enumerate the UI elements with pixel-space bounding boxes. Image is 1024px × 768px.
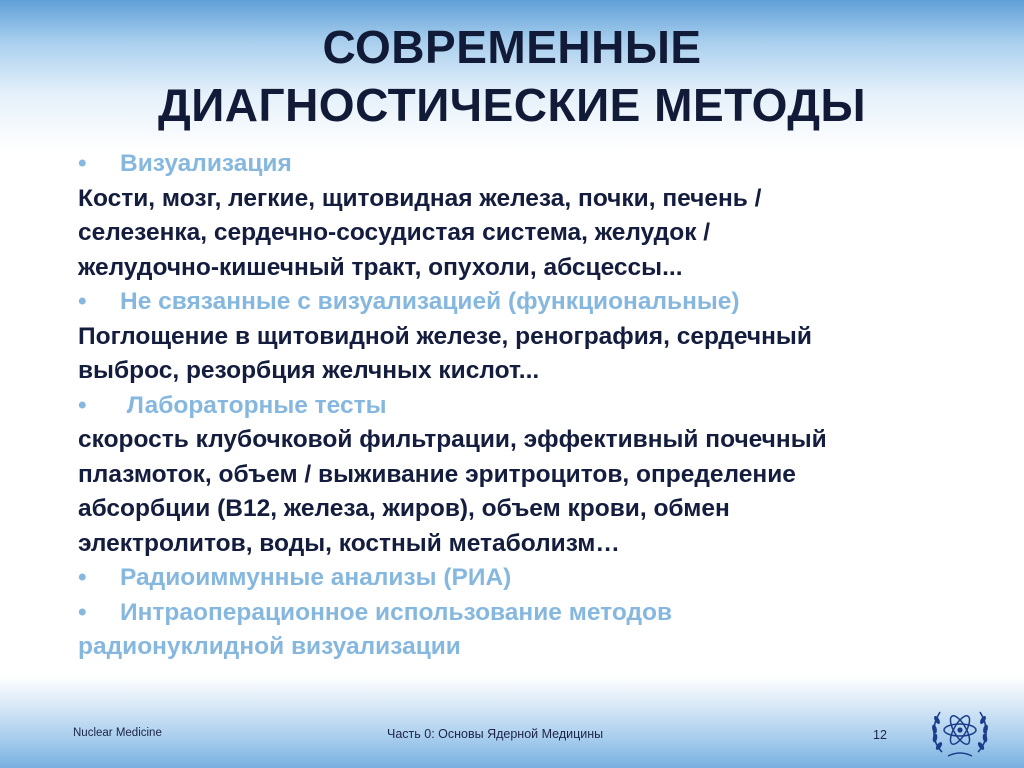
bullet-heading-text: Лабораторные тесты [120, 391, 387, 419]
bullet-icon: • [78, 564, 87, 591]
slide-title [0, 18, 1024, 134]
body-line: Кости, мозг, легкие, щитовидная железа, почки, печень / [78, 184, 762, 212]
slide-content [78, 147, 978, 665]
bullet-heading-visualization [78, 147, 978, 182]
body-line: селезенка, сердечно-сосудистая система, желудок / [78, 219, 711, 246]
bullet-heading-functional [78, 285, 978, 320]
footer-left-label: Nuclear Medicine [73, 727, 162, 739]
title-line-1: СОВРЕМЕННЫЕ [322, 21, 702, 73]
footer-gradient-band [0, 676, 1024, 768]
iaea-atom-laurel-icon [928, 700, 992, 762]
body-line: желудочно-кишечный тракт, опухоли, абсцессы... [78, 253, 683, 281]
bullet-icon: • [78, 598, 87, 626]
body-line: Поглощение в щитовидной железе, ренография, сердечный [78, 322, 812, 350]
body-line: электролитов, воды, костный метаболизм… [78, 529, 620, 557]
bullet-heading-text: Не связанные с визуализацией (функциональные) [120, 288, 740, 315]
bullet-heading-text: Визуализация [120, 150, 292, 177]
bullet-icon: • [78, 150, 87, 177]
bullet-icon: • [78, 288, 87, 315]
footer-center-label: Часть 0: Основы Ядерной Медицины [387, 727, 604, 741]
bullet-icon: • [78, 391, 87, 419]
title-line-2: ДИАГНОСТИЧЕСКИЕ МЕТОДЫ [157, 79, 867, 131]
bullet-heading-text: Интраоперационное использование методов [120, 598, 673, 626]
bullet-heading-ria [78, 561, 978, 596]
bullet-heading-text: Радиоиммунные анализы (РИА) [120, 564, 512, 591]
body-line: выброс, резорбция желчных кислот... [78, 357, 540, 384]
page-number: 12 [873, 728, 887, 742]
bullet-heading-lab-tests [78, 389, 978, 424]
bullet-heading-continuation: радионуклидной визуализации [78, 633, 461, 660]
body-line: плазмоток, объем / выживание эритроцитов, определение [78, 460, 796, 488]
body-line: абсорбции (B12, железа, жиров), объем крови, обмен [78, 495, 730, 522]
body-line: скорость клубочковой фильтрации, эффективный почечный [78, 426, 827, 453]
bullet-heading-intraoperative [78, 596, 978, 631]
